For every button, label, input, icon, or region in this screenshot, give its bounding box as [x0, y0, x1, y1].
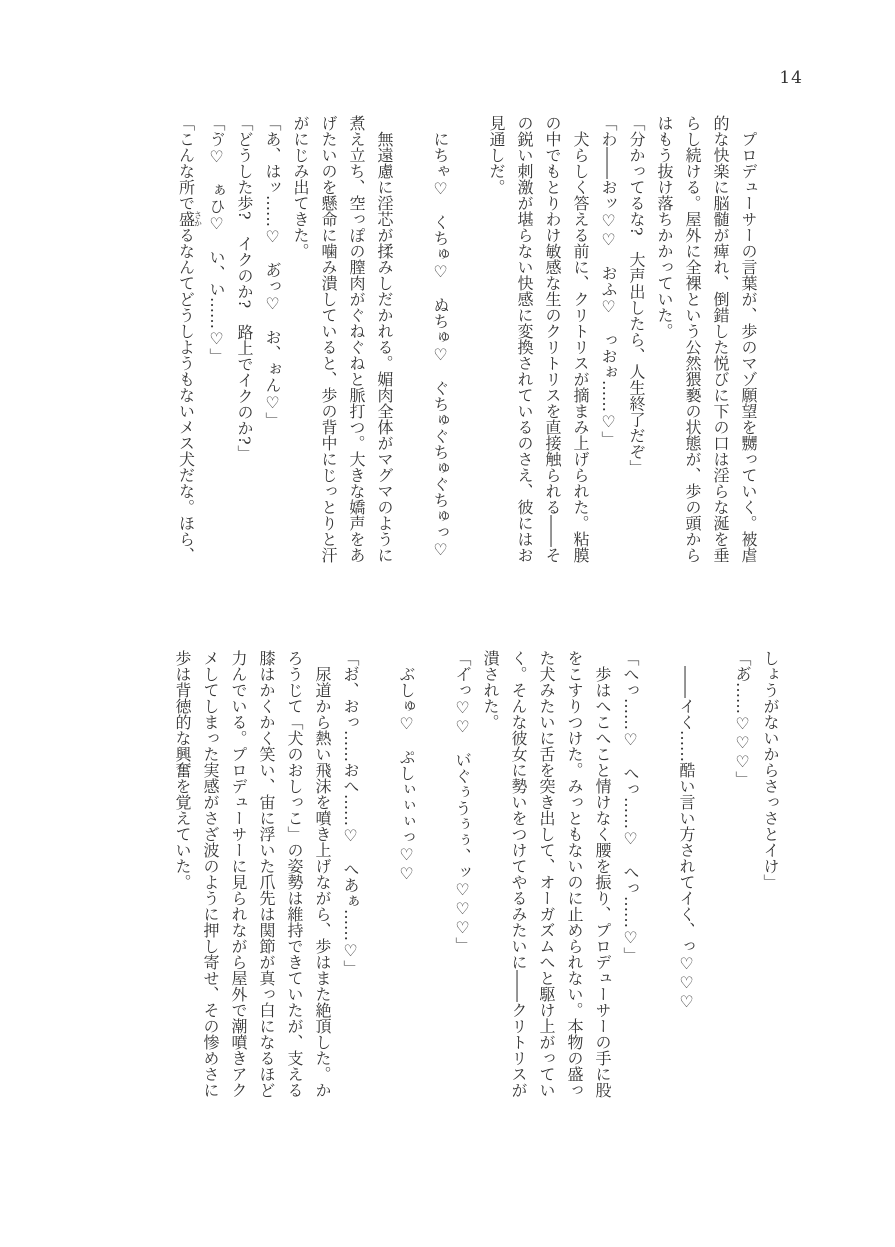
paragraph-monologue: ――イく……酷い言い方されてイく、っ♡♡♡ [677, 650, 696, 1011]
ruby-base: 盛 [176, 211, 196, 227]
paragraph-dialogue: 「どうした歩? イクのか? 路上でイクのか?」 [235, 115, 254, 461]
paragraph-narration: 無遠慮に淫芯が揉みしだかれる。媚肉全体がマグマのように煮え立ち、空っぽの膣肉がぐねぐねと脈打つ。大きな嬌声をあげたいのを懸命に噛み潰していると、歩の背中にじっとりと汗がにじみ出てきた。 [291, 115, 394, 563]
paragraph-dialogue: 「分かってるな? 大声出したら、人生終了だぞ」 [627, 115, 646, 476]
paragraph-narration: 犬らしく答える前に、クリトリスが摘まみ上げられた。粘膜の中でもとりわけ敏感な生のクリトリスを直接触られる――その鋭い刺激が堪らない快感に変換されているのさえ、彼にはお見通しだ。 [487, 115, 590, 563]
paragraph-dialogue: 「イ゙っ♡♡ い゙ぐぅうぅぅ、ッ♡♡♡」 [453, 650, 472, 953]
upper-text-block [172, 115, 763, 563]
dialogue-text-before-ruby: 「こんな所で [176, 115, 196, 211]
dialogue-text-after-ruby: るなんてどうしようもないメス犬だな。ほら、 [176, 227, 196, 563]
paragraph-dialogue: 「へっ……♡ へっ……♡ へっ……♡」 [621, 650, 640, 963]
paragraph-narration: 歩はへこへこと情けなく腰を振り、プロデューサーの手に股をこすりつけた。みっともないのに止められない。本物の盛った犬みたいに舌を突き出して、オーガズムへと駆け上がっていく。そんな彼女に勢いをつけてやるみたいに――クリトリスが潰された。 [481, 650, 612, 1098]
paragraph-dialogue: 「わ――おッ♡♡ おふ♡ っおぉ……♡」 [599, 115, 618, 447]
ruby-furigana: さか [193, 211, 203, 227]
paragraph-sfx: ぶしゅ♡ ぷしぃぃぃっ♡♡ [397, 650, 416, 883]
paragraph-dialogue: 「お゙、おっ……おへ……♡ へあぁ……♡」 [341, 650, 360, 976]
paragraph-narration: 尿道から熱い飛沫を噴き上げながら、歩はまた絶頂した。かろうじて「犬のおしっこ」の姿勢は維持できていたが、支える膝はかくかく笑い、宙に浮いた爪先は関節が真っ白になるほど力んでいる。プロデューサーに見られながら屋外で潮噴きアクメしてしまった実感がさざ波のように押し寄せ、その惨めさに歩は背徳的な興奮を覚えていた。 [173, 650, 332, 1098]
paragraph-dialogue-with-ruby [172, 115, 203, 563]
paragraph-dialogue-continuation: しょうがないからさっさとイけ」 [761, 650, 780, 890]
paragraph-dialogue: 「あ、はッ……♡ あ゙っ♡ お、ぉん♡」 [263, 115, 282, 428]
paragraph-narration: プロデューサーの言葉が、歩のマゾ願望を嬲っていく。被虐的な快楽に脳髄が痺れ、倒錯した悦びに下の口は淫らな涎を垂らし続ける。屋外に全裸という公然猥褻の状態が、歩の頭からはもう抜け落ちかかっていた。 [655, 115, 758, 563]
ruby-annotation [176, 211, 203, 227]
page-number: 14 [779, 68, 803, 88]
paragraph-dialogue: 「ゔ♡ ぁひ♡ い、い……♡」 [207, 115, 226, 364]
paragraph-dialogue: 「あ゙……♡♡♡」 [733, 650, 752, 787]
paragraph-sfx: にちゃ♡ くちゅ♡ ぬちゅ♡ ぐちゅぐちゅぐちゅっ♡ [431, 115, 450, 559]
lower-text-block [168, 650, 784, 1098]
